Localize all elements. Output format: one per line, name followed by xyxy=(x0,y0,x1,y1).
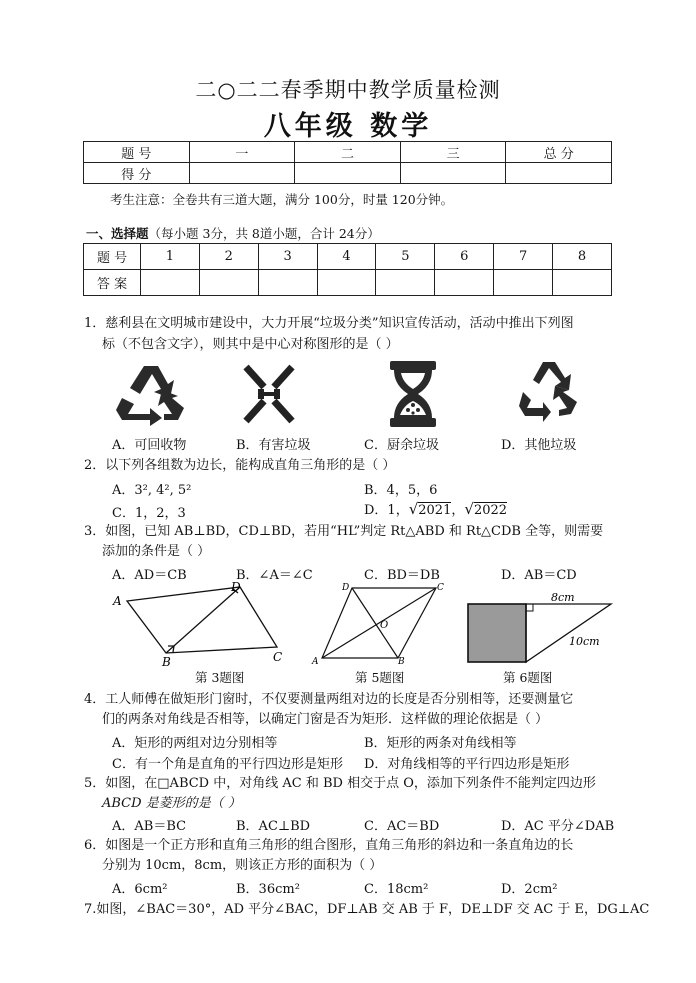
q5-option-b: B．AC⊥BD xyxy=(236,819,311,834)
fig6-caption: 第 6题图 xyxy=(503,670,553,685)
answer-number: 5 xyxy=(376,244,435,270)
figure-3 xyxy=(105,580,295,670)
fig6-label-top: 8cm xyxy=(551,591,575,604)
q5-option-c: C．AC＝BD xyxy=(364,819,440,834)
q2-radicand-1: 2021 xyxy=(418,503,452,518)
q3-line1: 3．如图，已知 AB⊥BD，CD⊥BD，若用“HL”判定 Rt△ABD 和 Rt△CDB 全等，则需要 xyxy=(84,524,604,539)
fig5-caption: 第 5题图 xyxy=(355,670,405,685)
score-table xyxy=(83,141,612,184)
answer-cell xyxy=(258,270,317,296)
sqrt-sign-icon: √ xyxy=(464,500,474,518)
q4-line1: 4．工人师傅在做矩形门窗时，不仅要测量两组对边的长度是否分别相等，还要测量它 xyxy=(84,692,574,707)
score-header-label: 题 号 xyxy=(84,142,190,163)
q3-option-c: C．BD＝DB xyxy=(364,568,440,583)
figure-6 xyxy=(465,590,615,668)
q5-line2: ABCD 是菱形的是（ ） xyxy=(102,796,241,811)
score-cell xyxy=(400,163,506,184)
answer-number: 6 xyxy=(435,244,494,270)
q6-line1: 6．如图是一个正方形和直角三角形的组合图形，直角三角形的斜边和一条直角边的长 xyxy=(84,838,574,853)
q2-option-a: A．3², 4², 5² xyxy=(112,483,192,498)
q2-option-d xyxy=(364,499,507,518)
score-header-part2: 二 xyxy=(295,142,401,163)
q5-option-d: D．AC 平分∠DAB xyxy=(501,819,615,834)
fig3-caption: 第 3题图 xyxy=(195,670,245,685)
section1-note: （每小题 3分，共 8道小题，合计 24分） xyxy=(148,226,380,241)
fig3-label-c: C xyxy=(273,650,283,664)
fig5-label-b: B xyxy=(398,657,405,667)
answer-number: 1 xyxy=(141,244,200,270)
answer-number: 3 xyxy=(258,244,317,270)
recycle-icon xyxy=(114,362,188,426)
q1-option-a: A．可回收物 xyxy=(112,438,187,453)
answer-cell xyxy=(317,270,376,296)
q3-option-d: D．AB＝CD xyxy=(501,568,577,583)
q6-line2: 分别为 10cm，8cm，则该正方形的面积为（ ） xyxy=(102,858,383,873)
section1-title: 一、选择题 xyxy=(86,226,149,241)
score-cell xyxy=(295,163,401,184)
q2-option-c: C．1，2，3 xyxy=(112,506,186,521)
q2-option-d-prefix: D．1， xyxy=(364,503,409,518)
fig5-label-o: O xyxy=(380,620,389,631)
answer-row-label: 答 案 xyxy=(84,270,141,296)
q2-line1: 2．以下列各组数为边长，能构成直角三角形的是（ ） xyxy=(84,458,396,473)
q4-option-c: C．有一个角是直角的平行四边形是矩形 xyxy=(112,757,343,772)
fig3-label-b: B xyxy=(162,655,171,669)
q3-option-b: B．∠A＝∠C xyxy=(236,568,313,583)
answer-number: 7 xyxy=(494,244,553,270)
q1-option-b: B．有害垃圾 xyxy=(236,438,311,453)
sqrt-sign-icon: √ xyxy=(408,500,419,518)
answer-cell xyxy=(199,270,258,296)
q2-radicand-2: 2022 xyxy=(473,503,508,518)
q1-option-d: D．其他垃圾 xyxy=(501,438,577,453)
other-waste-icon xyxy=(517,360,581,426)
q7-line1: 7.如图，∠BAC＝30°，AD 平分∠BAC，DF⊥AB 交 AB 于 F，DE⊥DF 交 AC 于 E，DG⊥AC xyxy=(84,902,650,917)
q4-option-b: B．矩形的两条对角线相等 xyxy=(364,736,517,751)
fig5-label-d: D xyxy=(342,583,350,593)
hazardous-waste-icon xyxy=(240,363,298,425)
q1-option-c: C．厨余垃圾 xyxy=(364,438,439,453)
q6-option-b: B．36cm² xyxy=(236,882,300,897)
score-header-part3: 三 xyxy=(400,142,506,163)
q3-option-a: A．AD＝CB xyxy=(112,568,187,583)
q2-option-b: B．4，5，6 xyxy=(364,483,438,498)
answer-number: 2 xyxy=(199,244,258,270)
answer-cell xyxy=(494,270,553,296)
q4-option-d: D．对角线相等的平行四边形是矩形 xyxy=(364,757,570,772)
answer-cell xyxy=(141,270,200,296)
q1-line2: 标（不包含文字），则其中是中心对称图形的是（ ） xyxy=(102,337,399,352)
q5-option-a: A．AB＝BC xyxy=(112,819,187,834)
q6-option-c: C．18cm² xyxy=(364,882,429,897)
q3-line2: 添加的条件是（ ） xyxy=(102,544,211,559)
score-row-label: 得 分 xyxy=(84,163,190,184)
answer-number: 4 xyxy=(317,244,376,270)
fig5-label-a: A xyxy=(312,657,319,667)
fig5-label-c: C xyxy=(437,583,444,593)
answer-number: 8 xyxy=(553,244,612,270)
q4-line2: 们的两条对角线是否相等，以确定门窗是否为矩形．这样做的理论依据是（ ） xyxy=(102,712,549,727)
q4-option-a: A．矩形的两组对边分别相等 xyxy=(112,736,278,751)
score-header-part1: 一 xyxy=(189,142,295,163)
exam-notice: 考生注意：全卷共有三道大题，满分 100分，时量 120分钟。 xyxy=(110,192,454,207)
q2-option-d-sep: ， xyxy=(451,503,465,518)
score-header-total: 总 分 xyxy=(506,142,612,163)
section1-heading xyxy=(86,224,380,242)
score-cell xyxy=(506,163,612,184)
q5-line1: 5．如图，在□ABCD 中，对角线 AC 和 BD 相交于点 O，添加下列条件不能判定四边形 xyxy=(84,776,596,791)
exam-subject: 八年级 数学 xyxy=(263,111,433,142)
fig3-label-d: D xyxy=(231,580,241,594)
q6-option-d: D．2cm² xyxy=(501,882,558,897)
figure-5 xyxy=(308,580,444,670)
answer-header-label: 题 号 xyxy=(84,244,141,270)
fig3-label-a: A xyxy=(113,594,122,608)
kitchen-waste-icon xyxy=(388,361,438,427)
answer-cell xyxy=(553,270,612,296)
q6-option-a: A．6cm² xyxy=(112,882,168,897)
exam-title: 二○二二春季期中教学质量检测 xyxy=(195,78,501,102)
answer-cell xyxy=(376,270,435,296)
q1-line1: 1．慈利县在文明城市建设中，大力开展“垃圾分类”知识宣传活动，活动中推出下列图 xyxy=(84,316,574,331)
score-cell xyxy=(189,163,295,184)
answer-table xyxy=(83,243,612,296)
answer-cell xyxy=(435,270,494,296)
fig6-label-hyp: 10cm xyxy=(569,635,600,648)
